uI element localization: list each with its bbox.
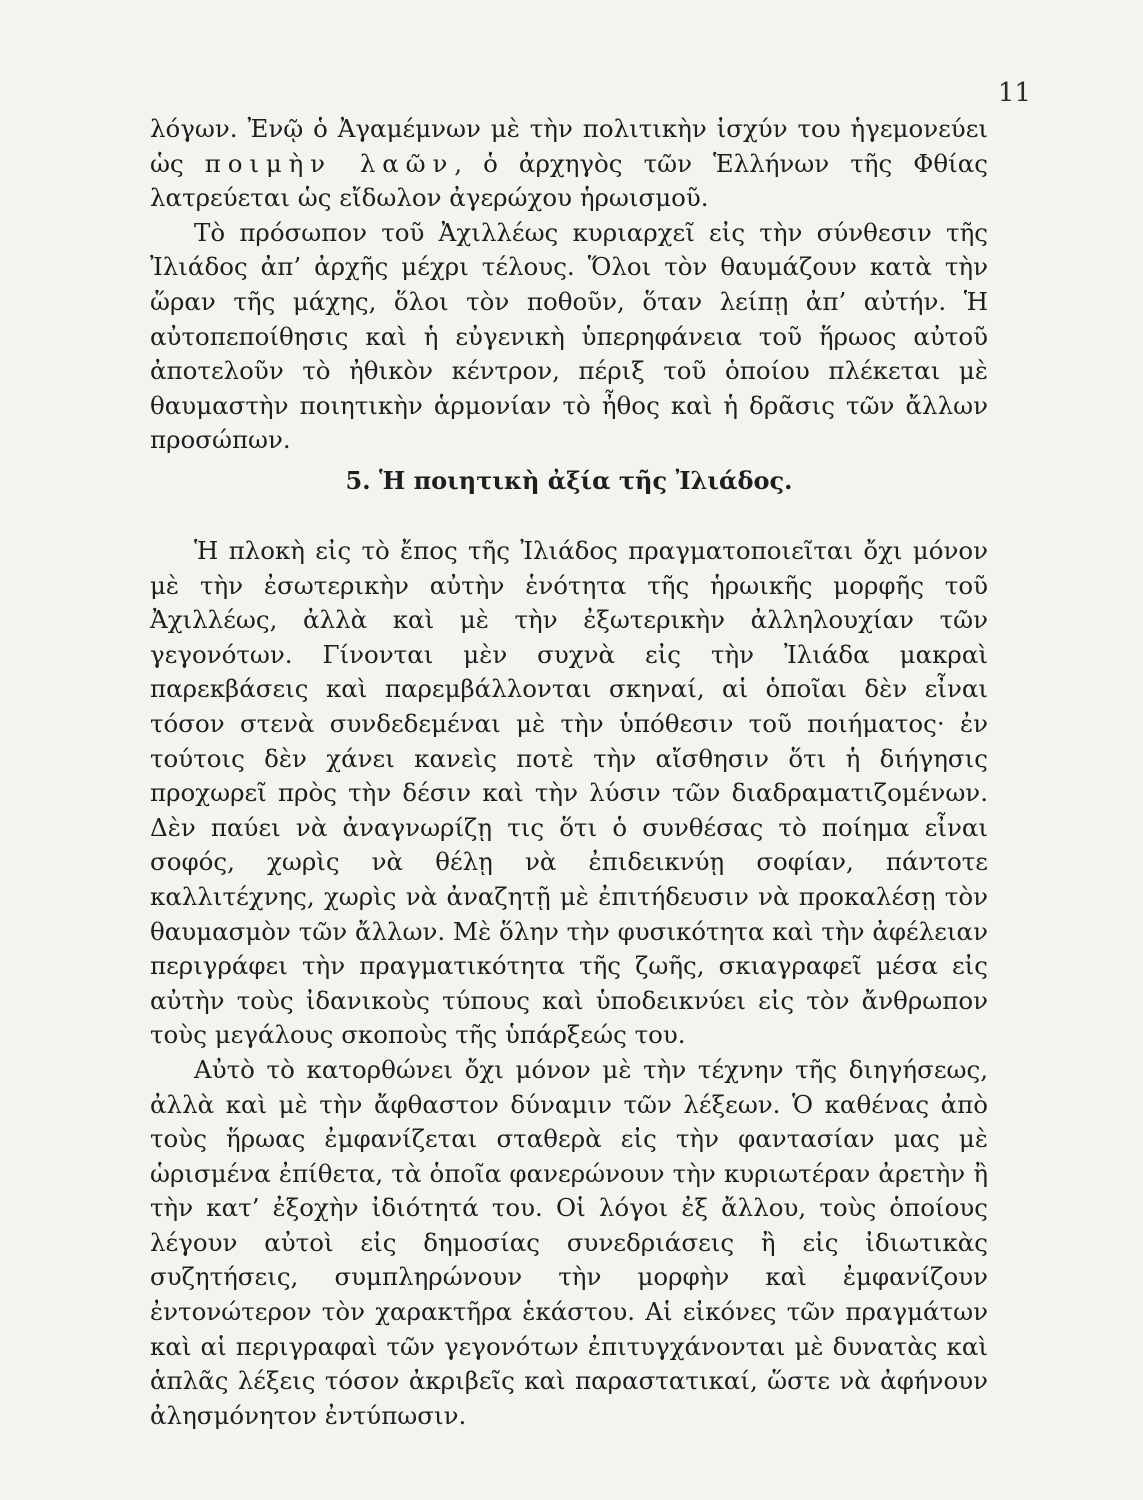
spaced-phrase: ποιμὴν λαῶν [204, 148, 455, 178]
paragraph-achilles-persona: Τὸ πρόσωπον τοῦ Ἀχιλλέως κυριαρχεῖ εἰς τὴν σύνθεσιν τῆς Ἰλιάδος ἀπ’ ἀρχῆς μέχρι τέλους. Ὅλοι τὸν θαυμάζουν κατὰ τὴν ὥραν τῆς μάχης, ὅλοι τὸν ποθοῦν, ὅταν λείπῃ ἀπ’ αὐτήν. Ἡ αὐτοπεποίθησις καὶ ἡ εὐγενικὴ ὑπερηφάνεια τοῦ ἥρωος αὐτοῦ ἀποτελοῦν τὸ ἠθικὸν κέντρον, πέριξ τοῦ ὁποίου πλέκεται μὲ θαυμαστὴν ποιητικὴν ἁρμονίαν τὸ ἦθος καὶ ἡ δρᾶσις τῶν ἄλλων προσώπων. [150, 217, 988, 455]
section-heading: 5. Ἡ ποιητικὴ ἀξία τῆς Ἰλιάδος. [345, 466, 793, 495]
section-5-text-block [150, 534, 988, 1433]
paragraph-power-of-words: Αὐτὸ τὸ κατορθώνει ὄχι μόνον μὲ τὴν τέχνην τῆς διηγήσεως, ἀλλὰ καὶ μὲ τὴν ἄφθαστον δύναμιν τῶν λέξεων. Ὁ καθένας ἀπὸ τοὺς ἥρωας ἐμφανίζεται σταθερὰ εἰς τὴν φαντασίαν μας μὲ ὡρισμένα ἐπίθετα, τὰ ὁποῖα φανερώνουν τὴν κυριωτέραν ἀρετὴν ἢ τὴν κατ’ ἐξοχὴν ἰδιότητά του. Οἱ λόγοι ἐξ ἄλλου, τοὺς ὁποίους λέγουν αὐτοὶ εἰς δημοσίας συνεδριάσεις ἢ εἰς ἰδιωτικὰς συζητήσεις, συμπληρώνουν τὴν μορφὴν καὶ ἐμφανίζουν ἐντονώτερον τὸν χαρακτῆρα ἑκάστου. Αἱ εἰκόνες τῶν πραγμάτων καὶ αἱ περιγραφαὶ τῶν γεγονότων ἐπιτυγχάνονται μὲ δυνατὰς καὶ ἁπλᾶς λέξεις τόσον ἀκριβεῖς καὶ παραστατικαί, ὥστε νὰ ἀφήνουν ἀλησμόνητον ἐντύπωσιν. [150, 1054, 988, 1430]
paragraph-plot-unity: Ἡ πλοκὴ εἰς τὸ ἔπος τῆς Ἰλιάδος πραγματοποιεῖται ὄχι μόνον μὲ τὴν ἐσωτερικὴν αὐτὴν ἑνότητα τῆς ἡρωικῆς μορφῆς τοῦ Ἀχιλλέως, ἀλλὰ καὶ μὲ τὴν ἐξωτερικὴν ἀλληλουχίαν τῶν γεγονότων. Γίνονται μὲν συχνὰ εἰς τὴν Ἰλιάδα μακραὶ παρεκβάσεις καὶ παρεμβάλλονται σκηναί, αἱ ὁποῖαι δὲν εἶναι τόσον στενὰ συνδεδεμέναι μὲ τὴν ὑπόθεσιν τοῦ ποιήματος· ἐν τούτοις δὲν χάνει κανεὶς ποτὲ τὴν αἴσθησιν ὅτι ἡ διήγησις προχωρεῖ πρὸς τὴν δέσιν καὶ τὴν λύσιν τῶν διαδραματιζομένων. Δὲν παύει νὰ ἀναγνωρίζῃ τις ὅτι ὁ συνθέσας τὸ ποίημα εἶναι σοφός, χωρὶς νὰ θέλῃ νὰ ἐπιδεικνύῃ σοφίαν, πάντοτε καλλιτέχνης, χωρὶς νὰ ἀναζητῇ μὲ ἐπιτήδευσιν νὰ προκαλέσῃ τὸν θαυμασμὸν τῶν ἄλλων. Μὲ ὅλην τὴν φυσικότητα καὶ τὴν ἀφέλειαν περιγράφει τὴν πραγματικότητα τῆς ζωῆς, σκιαγραφεῖ μέσα εἰς αὐτὴν τοὺς ἰδανικοὺς τύπους καὶ ὑποδεικνύει εἰς τὸν ἄνθρωπον τοὺς μεγάλους σκοποὺς τῆς ὑπάρξεώς του. [150, 536, 988, 1050]
page-number: 11 [997, 78, 1031, 108]
paragraph-agamemnon-achilles [150, 112, 988, 216]
intro-text-block [150, 112, 988, 458]
paragraph-text: λόγων. Ἐνῷ ὁ Ἀγαμέμνων μὲ τὴν πολιτικὴν ἰσχύν του ἡγεμονεύει ὡς [150, 114, 988, 178]
paragraph-text: , ὁ ἀρχηγὸς τῶν Ἑλλήνων τῆς Φθίας λατρεύεται ὡς εἴδωλον ἀγερώχου ἡρωισμοῦ. [150, 148, 988, 213]
